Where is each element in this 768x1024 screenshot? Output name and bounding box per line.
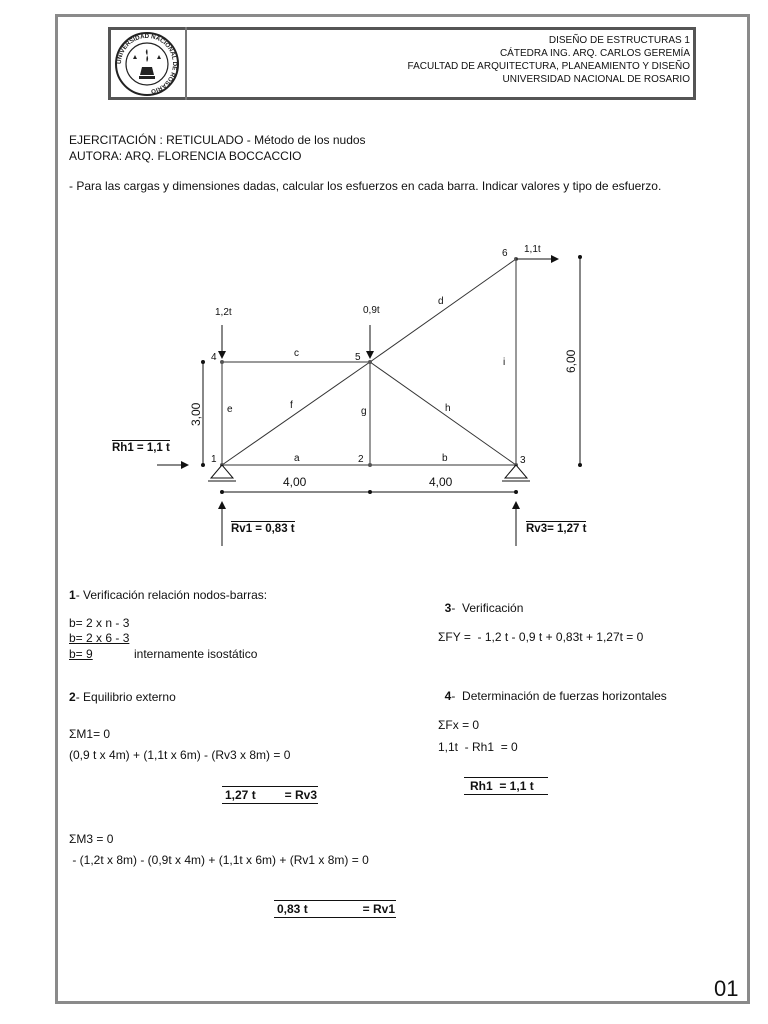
reaction-label-rv3: Rv3= 1,27 t: [526, 523, 587, 535]
section-2-m3-result-name: = Rv1: [362, 902, 395, 916]
bar-label-f: f: [290, 400, 293, 411]
load-label-node-6: 1,1t: [524, 244, 541, 255]
header-line-4: UNIVERSIDAD NACIONAL DE ROSARIO: [502, 74, 690, 85]
header-line-2: CÁTEDRA ING. ARQ. CARLOS GEREMÍA: [499, 48, 690, 59]
dim-label-span-2: 4,00: [429, 475, 453, 489]
author-line: AUTORA: ARQ. FLORENCIA BOCCACCIO: [69, 149, 302, 163]
section-2-m3-result: [274, 900, 396, 918]
section-1-heading: [69, 588, 267, 602]
bar-label-h: h: [445, 403, 451, 414]
section-1-eq-1: b= 2 x n - 3: [69, 616, 130, 630]
support-node-1: [208, 465, 236, 481]
exercise-title: EJERCITACIÓN : RETICULADO - Método de los nudos: [69, 133, 366, 147]
section-3-equation: ΣFY = - 1,2 t - 0,9 t + 0,83t + 1,27t = 0: [438, 630, 644, 644]
section-2-title: - Equilibrio externo: [75, 690, 176, 704]
section-3-title: - Verificación: [451, 601, 524, 615]
bar-label-c: c: [294, 348, 299, 359]
section-2-number: 2: [69, 690, 76, 704]
section-2-sum-m1: ΣM1= 0: [69, 727, 111, 741]
section-4-result: Rh1 = 1,1 t: [464, 777, 548, 795]
node-label-3: 3: [520, 455, 526, 466]
header-line-1: DISEÑO DE ESTRUCTURAS 1: [548, 35, 690, 46]
section-4-heading: [438, 675, 667, 703]
section-2-m1-equation: (0,9 t x 4m) + (1,1t x 6m) - (Rv3 x 8m) = 0: [69, 748, 291, 762]
section-2-sum-m3: ΣM3 = 0: [69, 832, 114, 846]
node-label-5: 5: [355, 352, 361, 363]
section-1-number: 1: [69, 588, 76, 602]
section-4-sum-fx: ΣFx = 0: [438, 718, 480, 732]
bar-label-i: i: [503, 357, 506, 368]
section-2-m1-result: [222, 786, 318, 804]
section-3-heading: [438, 587, 523, 615]
node-label-2: 2: [358, 454, 364, 465]
reaction-label-rh1: Rh1 = 1,1 t: [112, 442, 170, 454]
bar-f: [222, 362, 370, 465]
section-4-number: 4: [444, 689, 452, 703]
section-1-eq-3: b= 9: [69, 647, 93, 661]
node-label-4: 4: [211, 352, 217, 363]
load-label-node-5: 0,9t: [363, 305, 380, 316]
section-1-eq-2: b= 2 x 6 - 3: [69, 631, 130, 645]
section-2-m1-result-name: = Rv3: [284, 788, 317, 802]
dim-label-span-1: 4,00: [283, 475, 307, 489]
dim-label-height-right: 6,00: [564, 349, 578, 373]
problem-statement: - Para las cargas y dimensiones dadas, calcular los esfuerzos en cada barra. Indicar valores y tipo de esfuerzo.: [69, 179, 662, 193]
section-1-result: internamente isostático: [134, 647, 258, 661]
load-label-node-4: 1,2t: [215, 307, 232, 318]
dim-label-height-left: 3,00: [189, 402, 203, 426]
bar-label-b: b: [442, 453, 448, 464]
section-1-title: - Verificación relación nodos-barras:: [75, 588, 268, 602]
bar-h: [370, 362, 516, 465]
seal-text: UNIVERSIDAD NACIONAL DE ROSARIO: [115, 32, 179, 95]
bar-label-a: a: [294, 453, 300, 464]
bar-label-d: d: [438, 296, 444, 307]
node-label-6: 6: [502, 248, 508, 259]
section-2-heading: [69, 690, 176, 704]
section-2-m3-equation: - (1,2t x 8m) - (0,9t x 4m) + (1,1t x 6m) + (Rv1 x 8m) = 0: [69, 853, 369, 867]
bar-label-e: e: [227, 404, 233, 415]
node-label-1: 1: [211, 454, 217, 465]
bar-d: [370, 259, 516, 362]
section-4-equation: 1,1t - Rh1 = 0: [438, 740, 518, 754]
header-line-3: FACULTAD DE ARQUITECTURA, PLANEAMIENTO Y DISEÑO: [407, 61, 690, 72]
section-3-number: 3: [444, 601, 452, 615]
support-node-3: [502, 465, 530, 481]
section-4-title: - Determinación de fuerzas horizontales: [451, 689, 667, 703]
section-2-m3-result-value: 0,83 t: [277, 902, 308, 916]
reaction-label-rv1: Rv1 = 0,83 t: [231, 523, 295, 535]
page-number: 01: [714, 976, 739, 1001]
bar-label-g: g: [361, 406, 367, 417]
section-2-m1-result-value: 1,27 t: [225, 788, 256, 802]
